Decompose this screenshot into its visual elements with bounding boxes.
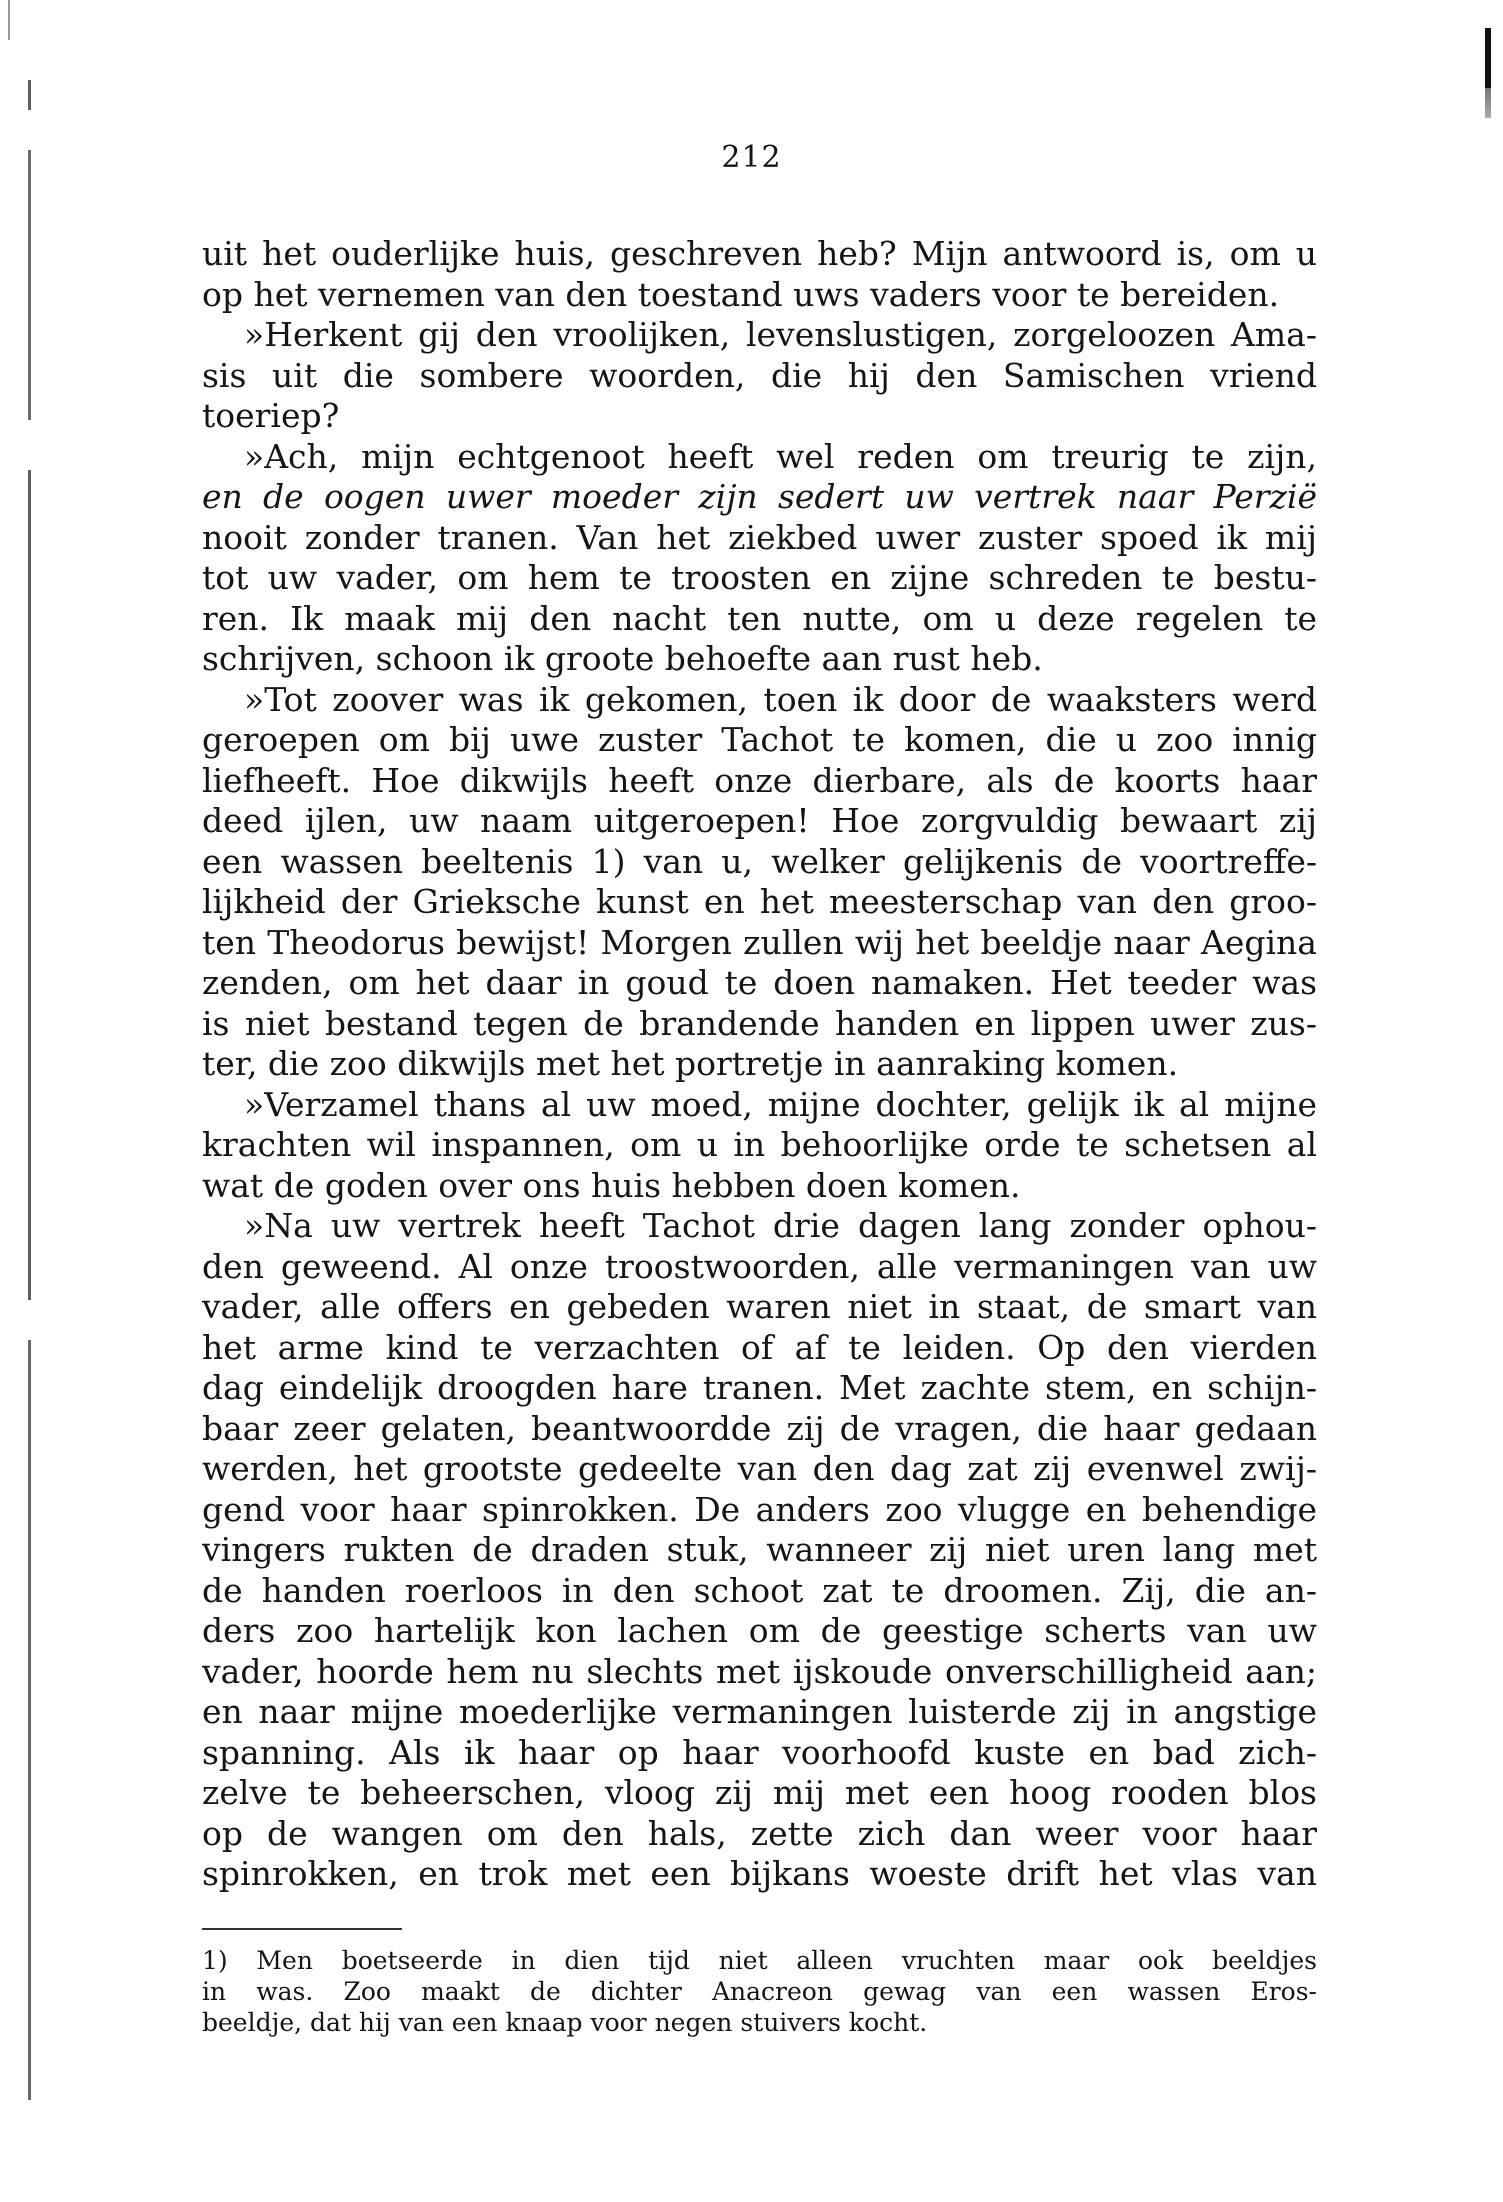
- footnote: [202, 1945, 1317, 2038]
- text-line: lijkheid der Grieksche kunst en het meesterschap van den groo-: [202, 882, 1317, 921]
- text-line: en de oogen uwer moeder zijn sedert uw vertrek naar Perzië: [202, 477, 1317, 516]
- text-line: werden, het grootste gedeelte van den dag zat zij evenwel zwij-: [202, 1449, 1317, 1488]
- text-line: »Na uw vertrek heeft Tachot drie dagen lang zonder ophou-: [244, 1206, 1317, 1245]
- text-line: op het vernemen van den toestand uws vaders voor te bereiden.: [202, 274, 1280, 314]
- text-line: wat de goden over ons huis hebben doen komen.: [202, 1165, 1021, 1205]
- scan-binding-edge: [28, 0, 31, 2202]
- page-number: 212: [721, 140, 782, 175]
- footnote-line: 1) Men boetseerde in dien tijd niet alleen vruchten maar ook beeldjes: [202, 1946, 1317, 1975]
- footnote-line: beeldje, dat hij van een knaap voor negen stuivers kocht.: [202, 2008, 928, 2037]
- text-line: dag eindelijk droogden hare tranen. Met zachte stem, en schijn-: [202, 1368, 1317, 1407]
- text-line: krachten wil inspannen, om u in behoorlijke orde te schetsen al: [202, 1125, 1317, 1164]
- text-line: de handen roerloos in den schoot zat te droomen. Zij, die an-: [202, 1570, 1317, 1610]
- text-line: »Verzamel thans al uw moed, mijne dochter, gelijk ik al mijne: [244, 1084, 1317, 1124]
- text-line: den geweend. Al onze troostwoorden, alle vermaningen van uw: [202, 1246, 1317, 1286]
- text-line: »Tot zoover was ik gekomen, toen ik door de waaksters werd: [244, 679, 1317, 719]
- text-line: ter, die zoo dikwijls met het portretje in aanraking komen.: [202, 1044, 1179, 1083]
- footnote-line: in was. Zoo maakt de dichter Anacreon gewag van een wassen Eros-: [202, 1977, 1317, 2006]
- body-text: [202, 234, 1317, 1895]
- text-line: een wassen beeltenis 1) van u, welker gelijkenis de voortreffe-: [202, 841, 1317, 881]
- text-line: geroepen om bij uwe zuster Tachot te komen, die u zoo innig: [202, 720, 1317, 759]
- scan-edge-mark: [8, 0, 10, 40]
- text-line: tot uw vader, om hem te troosten en zijne schreden te bestu-: [202, 558, 1317, 597]
- text-line: baar zeer gelaten, beantwoordde zij de vragen, die haar gedaan: [202, 1408, 1317, 1448]
- text-line: zenden, om het daar in goud te doen namaken. Het teeder was: [202, 963, 1317, 1002]
- text-line: sis uit die sombere woorden, die hij den Samischen vriend: [202, 355, 1317, 395]
- text-line: schrijven, schoon ik groote behoefte aan rust heb.: [202, 639, 1043, 678]
- text-line: ders zoo hartelijk kon lachen om de geestige scherts van uw: [202, 1611, 1317, 1650]
- text-line: uit het ouderlijke huis, geschreven heb? Mijn antwoord is, om u: [202, 234, 1317, 273]
- text-line: ren. Ik maak mij den nacht ten nutte, om u deze regelen te: [202, 598, 1317, 638]
- text-line: en naar mijne moederlijke vermaningen luisterde zij in angstige: [202, 1692, 1317, 1731]
- text-line: toeriep?: [202, 396, 340, 435]
- footnote-divider: [202, 1928, 402, 1930]
- text-line: ten Theodorus bewijst! Morgen zullen wij het beeldje naar Aegina: [202, 922, 1317, 962]
- text-line: gend voor haar spinrokken. De anders zoo vlugge en behendige: [202, 1489, 1317, 1529]
- text-line: op de wangen om den hals, zette zich dan weer voor haar: [202, 1813, 1317, 1853]
- text-line: »Herkent gij den vroolijken, levenslustigen, zorgeloozen Ama-: [244, 315, 1317, 354]
- text-line: deed ijlen, uw naam uitgeroepen! Hoe zorgvuldig bewaart zij: [202, 801, 1317, 840]
- text-line: zelve te beheerschen, vloog zij mij met een hoog rooden blos: [202, 1773, 1317, 1812]
- text-line: spanning. Als ik haar op haar voorhoofd kuste en bad zich-: [202, 1732, 1317, 1772]
- text-line: vader, hoorde hem nu slechts met ijskoude onverschilligheid aan;: [202, 1651, 1317, 1691]
- text-line: spinrokken, en trok met een bijkans woeste drift het vlas van: [202, 1854, 1317, 1893]
- text-line: het arme kind te verzachten of af te leiden. Op den vierden: [202, 1327, 1317, 1367]
- text-line: nooit zonder tranen. Van het ziekbed uwer zuster spoed ik mij: [202, 517, 1317, 557]
- text-line: vader, alle offers en gebeden waren niet in staat, de smart van: [202, 1287, 1317, 1326]
- text-line: »Ach, mijn echtgenoot heeft wel reden om treurig te zijn,: [244, 436, 1317, 476]
- text-line: is niet bestand tegen de brandende handen en lippen uwer zus-: [202, 1003, 1317, 1043]
- text-line: vingers rukten de draden stuk, wanneer zij niet uren lang met: [202, 1530, 1317, 1569]
- text-line: liefheeft. Hoe dikwijls heeft onze dierbare, als de koorts haar: [202, 760, 1317, 800]
- scan-corner-mark: [1485, 28, 1491, 118]
